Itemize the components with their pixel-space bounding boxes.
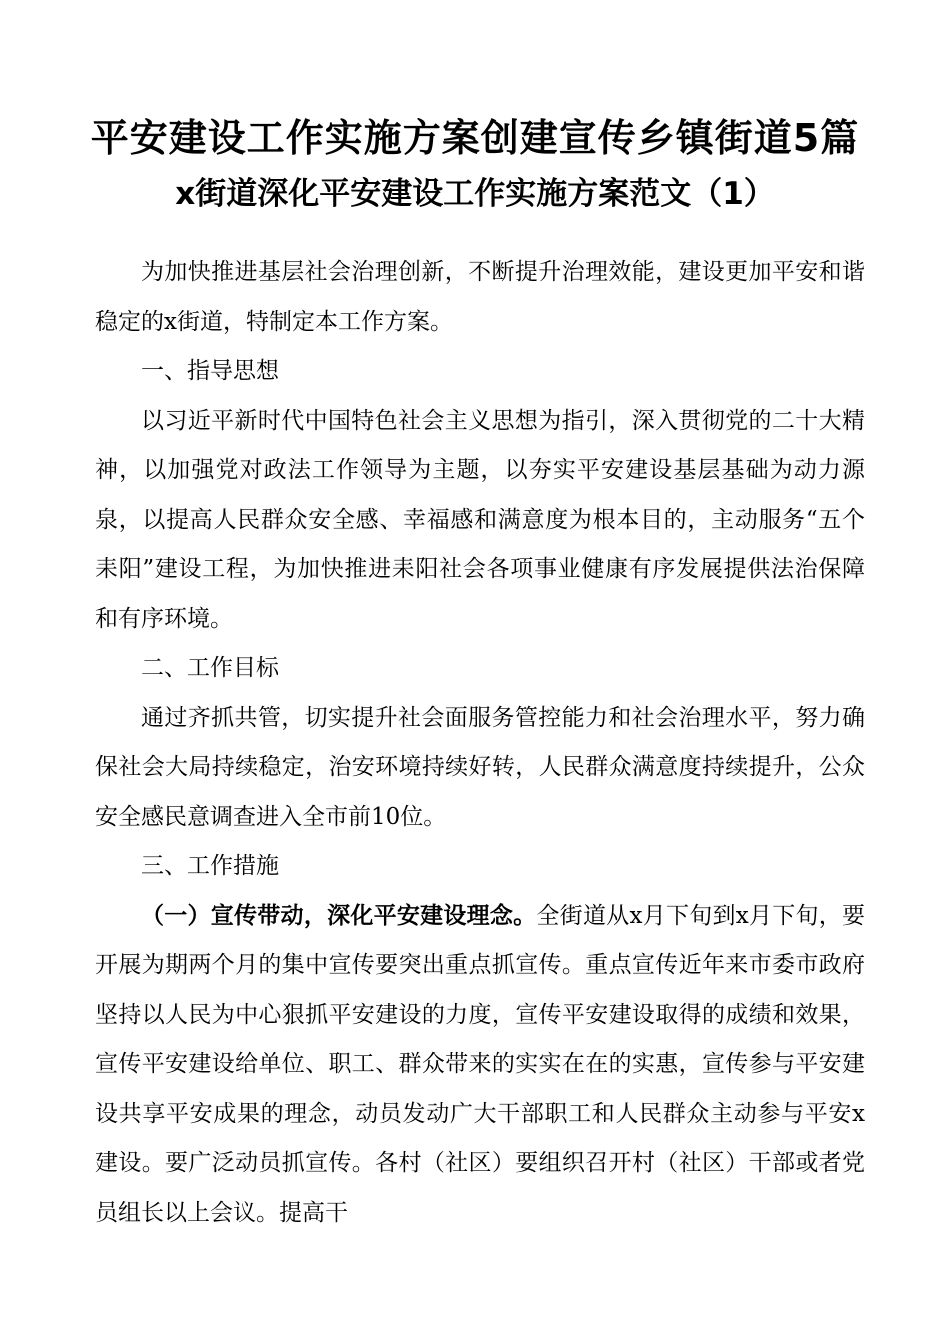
- section-heading-work-measures: 三、工作措施: [141, 853, 279, 879]
- document-subtitle: x街道深化平安建设工作实施方案范文（1）: [175, 176, 775, 212]
- measure-1-lead: （一）宣传带动，深化平安建设理念。: [141, 902, 537, 929]
- section-heading-guiding-ideology: 一、指导思想: [141, 358, 279, 384]
- measure-1-paragraph: [95, 892, 865, 1239]
- intro-paragraph: 为加快推进基层社会治理创新，不断提升治理效能，建设更加平安和谐稳定的x街道，特制定本工作方案。: [95, 259, 865, 335]
- section-text-guiding-ideology: 以习近平新时代中国特色社会主义思想为指引，深入贯彻党的二十大精神，以加强党对政法工作领导为主题，以夯实平安建设基层基础为动力源泉，以提高人民群众安全感、幸福感和满意度为根本目的，主动服务“五个耒阳”建设工程，为加快推进耒阳社会各项事业健康有序发展提供法治保障和有序环境。: [95, 407, 865, 632]
- document-body: [95, 248, 865, 1238]
- document-title: 平安建设工作实施方案创建宣传乡镇街道5篇: [90, 116, 860, 160]
- measure-1-text: 全街道从x月下旬到x月下旬，要开展为期两个月的集中宣传要突出重点抓宣传。重点宣传近年来市委市政府坚持以人民为中心狠抓平安建设的力度，宣传平安建设取得的成绩和效果，宣传平安建设给单位、职工、群众带来的实实在在的实惠，宣传参与平安建设共享平安成果的理念，动员发动广大干部职工和人民群众主动参与平安x建设。要广泛动员抓宣传。各村（社区）要组织召开村（社区）干部或者党员组长以上会议。提高干: [95, 902, 865, 1226]
- section-text-work-goals: 通过齐抓共管，切实提升社会面服务管控能力和社会治理水平，努力确保社会大局持续稳定，治安环境持续好转，人民群众满意度持续提升，公众安全感民意调查进入全市前10位。: [95, 704, 865, 830]
- section-heading-work-goals: 二、工作目标: [141, 655, 279, 681]
